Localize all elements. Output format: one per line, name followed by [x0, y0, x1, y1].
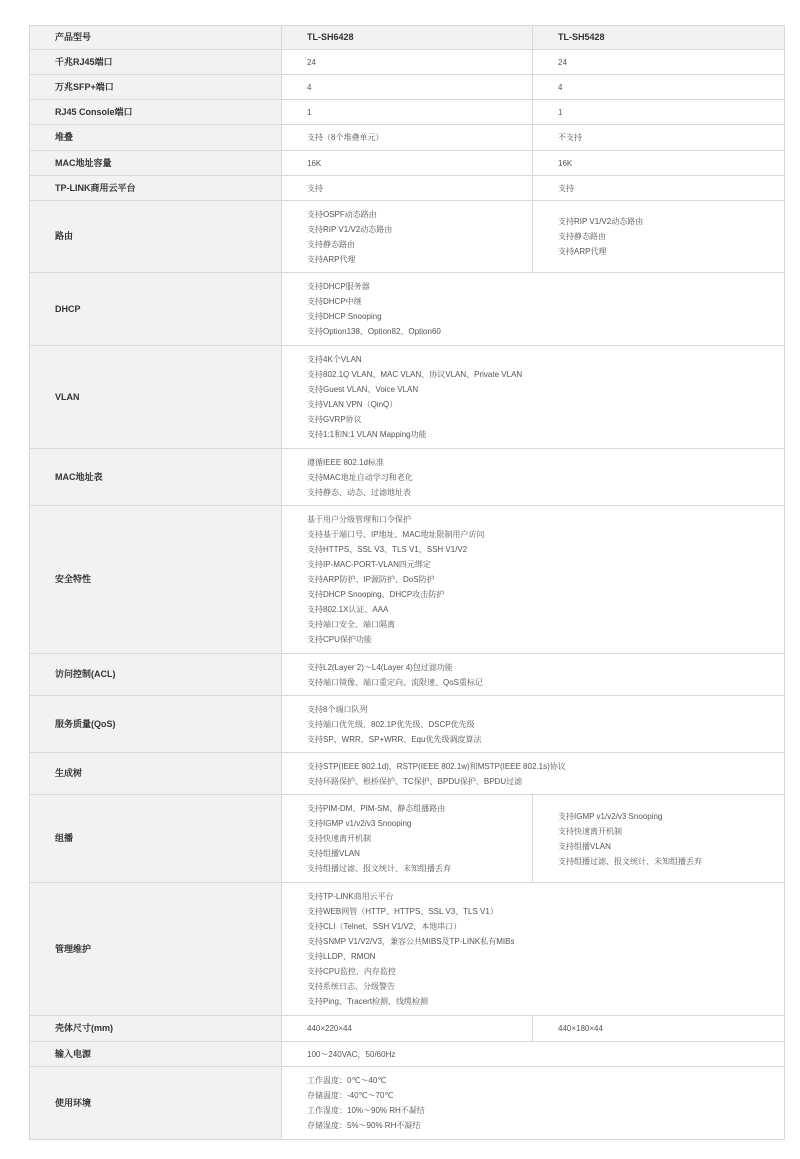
- spec-line: 支持CPU保护功能: [307, 635, 372, 644]
- spec-line: 支持LLDP、RMON: [307, 952, 376, 961]
- spec-line: 支持L2(Layer 2)～L4(Layer 4)包过滤功能: [307, 662, 453, 672]
- value-cell-model-2: [533, 125, 785, 151]
- spec-line: 支持IGMP v1/v2/v3 Snooping: [307, 819, 412, 828]
- spec-line: 4: [307, 82, 312, 92]
- table-row: [30, 1067, 785, 1140]
- spec-line: 支持: [558, 183, 574, 193]
- value-cell-model-1: [282, 100, 533, 125]
- header-model-2-cell: TL-SH5428: [533, 26, 785, 50]
- table-row: [30, 50, 785, 75]
- spec-table: [29, 25, 785, 1140]
- row-label: 千兆RJ45端口: [30, 50, 282, 75]
- row-label: DHCP: [30, 273, 282, 346]
- spec-line: 支持DHCP服务器: [307, 282, 370, 291]
- spec-line: 支持STP(IEEE 802.1d)，RSTP(IEEE 802.1w)和MSTP(IEEE 802.1s)协议: [307, 761, 566, 771]
- spec-line: 支持RIP V1/V2动态路由: [558, 217, 644, 226]
- spec-line: 工作温度：0℃～40℃: [307, 1076, 387, 1085]
- spec-line: 支持1:1和N:1 VLAN Mapping功能: [307, 430, 427, 439]
- table-row: [30, 654, 785, 696]
- spec-line: 支持组播过滤、报文统计、未知组播丢弃: [307, 864, 451, 873]
- spec-line: 支持ARP代理: [307, 254, 356, 264]
- table-row: [30, 125, 785, 151]
- value-cell-shared: [282, 696, 785, 753]
- spec-line: 工作湿度：10%～90% RH不凝结: [307, 1106, 425, 1115]
- spec-line: 支持CPU监控、内存监控: [307, 967, 396, 976]
- row-label: 路由: [30, 201, 282, 273]
- spec-line: 支持ARP防护、IP源防护、DoS防护: [307, 575, 435, 584]
- value-cell-shared: [282, 506, 785, 654]
- value-cell-shared: [282, 449, 785, 506]
- spec-line: 支持DHCP中继: [307, 297, 362, 306]
- value-cell-model-1: [282, 1016, 533, 1042]
- spec-line: 支持快速离开机制: [307, 834, 371, 843]
- value-cell-model-1: [282, 176, 533, 201]
- header-model-1-cell: TL-SH6428: [282, 26, 533, 50]
- table-row: [30, 176, 785, 201]
- spec-line: 遵循IEEE 802.1d标准: [307, 457, 384, 467]
- spec-line: 24: [307, 57, 316, 67]
- table-row: [30, 449, 785, 506]
- row-label: 服务质量(QoS): [30, 696, 282, 753]
- row-label: RJ45 Console端口: [30, 100, 282, 125]
- spec-line: 支持VLAN VPN（QinQ）: [307, 400, 398, 409]
- row-label: 使用环境: [30, 1067, 282, 1140]
- row-label: MAC地址表: [30, 449, 282, 506]
- spec-line: 支持IP-MAC-PORT-VLAN四元绑定: [307, 560, 431, 569]
- spec-line: 16K: [307, 158, 322, 168]
- spec-line: 支持4K个VLAN: [307, 355, 362, 364]
- spec-line: 支持组播VLAN: [558, 841, 611, 851]
- spec-line: 支持HTTPS、SSL V3、TLS V1、SSH V1/V2: [307, 545, 468, 554]
- spec-line: 支持（8个堆叠单元）: [307, 133, 384, 142]
- value-cell-model-2: [533, 176, 785, 201]
- spec-line: 1: [307, 107, 312, 117]
- table-row: [30, 100, 785, 125]
- row-label: MAC地址容量: [30, 151, 282, 176]
- spec-line: 支持IGMP v1/v2/v3 Snooping: [558, 811, 663, 821]
- spec-line: 支持环路保护、根桥保护、TC保护、BPDU保护、BPDU过滤: [307, 776, 523, 786]
- row-label: 堆叠: [30, 125, 282, 151]
- value-cell-model-1: [282, 795, 533, 883]
- value-cell-shared: [282, 1067, 785, 1140]
- spec-line: 支持PIM-DM、PIM-SM、静态组播路由: [307, 804, 446, 813]
- row-label: VLAN: [30, 346, 282, 449]
- spec-line: 存储湿度：5%～90% RH不凝结: [307, 1121, 421, 1130]
- row-label: TP-LINK商用云平台: [30, 176, 282, 201]
- row-label: 访问控制(ACL): [30, 654, 282, 696]
- value-cell-shared: [282, 346, 785, 449]
- spec-line: 支持SNMP V1/V2/V3，兼容公共MIBS及TP-LINK私有MIBs: [307, 937, 515, 946]
- table-row: [30, 696, 785, 753]
- value-cell-model-2: [533, 151, 785, 176]
- spec-line: 支持组播过滤、报文统计、未知组播丢弃: [558, 856, 702, 866]
- header-label-cell: 产品型号: [30, 26, 282, 50]
- value-cell-shared: [282, 273, 785, 346]
- spec-line: 支持: [307, 183, 323, 193]
- table-row: [30, 1016, 785, 1042]
- spec-line: 支持端口镜像、端口重定向、流限速、QoS重标记: [307, 677, 484, 687]
- spec-line: 存储温度：-40℃～70℃: [307, 1091, 394, 1100]
- value-cell-model-1: [282, 151, 533, 176]
- spec-line: 支持TP-LINK商用云平台: [307, 892, 394, 901]
- spec-line: 支持端口安全、端口隔离: [307, 620, 395, 629]
- row-label: 万兆SFP+端口: [30, 75, 282, 100]
- spec-line: 支持静态路由: [558, 232, 606, 241]
- spec-line: 支持8个端口队列: [307, 704, 368, 714]
- value-cell-model-1: [282, 50, 533, 75]
- spec-line: 16K: [558, 158, 573, 168]
- value-cell-model-1: [282, 201, 533, 273]
- value-cell-model-2: [533, 100, 785, 125]
- table-row: [30, 883, 785, 1016]
- table-row: [30, 346, 785, 449]
- value-cell-model-2: [533, 75, 785, 100]
- spec-line: 支持组播VLAN: [307, 849, 360, 858]
- spec-line: 支持端口优先级、802.1P优先级、DSCP优先级: [307, 719, 475, 729]
- spec-line: 支持DHCP Snooping: [307, 312, 382, 321]
- spec-line: 支持802.1Q VLAN、MAC VLAN、协议VLAN、Private VLAN: [307, 370, 523, 379]
- table-row: [30, 795, 785, 883]
- row-label: 组播: [30, 795, 282, 883]
- spec-line: 支持802.1X认证、AAA: [307, 605, 389, 614]
- spec-line: 支持系统日志、分级警告: [307, 982, 395, 991]
- spec-line: 支持CLI（Telnet、SSH V1/V2、本地串口）: [307, 922, 462, 931]
- spec-line: 基于用户分级管理和口令保护: [307, 515, 411, 524]
- value-cell-model-1: [282, 75, 533, 100]
- value-cell-shared: [282, 1042, 785, 1067]
- value-cell-model-2: [533, 201, 785, 273]
- row-label: 输入电源: [30, 1042, 282, 1067]
- spec-line: 440×180×44: [558, 1024, 603, 1033]
- row-label: 安全特性: [30, 506, 282, 654]
- spec-line: 不支持: [558, 133, 582, 142]
- value-cell-model-2: [533, 50, 785, 75]
- value-cell-shared: [282, 753, 785, 795]
- spec-line: 支持Guest VLAN、Voice VLAN: [307, 385, 419, 394]
- spec-line: 支持ARP代理: [558, 247, 607, 256]
- spec-line: 支持Ping、Tracert检测、线缆检测: [307, 997, 429, 1006]
- spec-line: 1: [558, 107, 563, 117]
- spec-line: 4: [558, 82, 563, 92]
- spec-line: 440×220×44: [307, 1024, 352, 1033]
- table-row: [30, 506, 785, 654]
- spec-line: 支持静态、动态、过滤地址表: [307, 487, 411, 497]
- table-row: [30, 753, 785, 795]
- table-row: [30, 1042, 785, 1067]
- table-row: [30, 151, 785, 176]
- spec-line: 支持WEB网管（HTTP、HTTPS、SSL V3、TLS V1）: [307, 907, 498, 916]
- table-row: [30, 201, 785, 273]
- row-label: 壳体尺寸(mm): [30, 1016, 282, 1042]
- spec-line: 24: [558, 57, 567, 67]
- spec-line: 支持SP、WRR、SP+WRR、Equ优先级调度算法: [307, 734, 482, 744]
- value-cell-model-2: [533, 1016, 785, 1042]
- value-cell-model-1: [282, 125, 533, 151]
- spec-line: 支持基于端口号、IP地址、MAC地址限制用户访问: [307, 530, 485, 539]
- value-cell-shared: [282, 654, 785, 696]
- table-row: [30, 75, 785, 100]
- spec-line: 支持Option138、Option82、Option60: [307, 327, 441, 336]
- spec-line: 支持快速离开机制: [558, 826, 622, 836]
- spec-line: 支持静态路由: [307, 239, 355, 249]
- value-cell-model-2: [533, 795, 785, 883]
- spec-line: 支持RIP V1/V2动态路由: [307, 224, 393, 234]
- table-row: [30, 273, 785, 346]
- row-label: 生成树: [30, 753, 282, 795]
- spec-line: 支持GVRP协议: [307, 415, 362, 424]
- spec-line: 支持MAC地址自动学习和老化: [307, 472, 413, 482]
- spec-line: 支持OSPF动态路由: [307, 209, 377, 219]
- table-header-row: [30, 26, 785, 50]
- spec-line: 100～240VAC，50/60Hz: [307, 1049, 396, 1059]
- spec-line: 支持DHCP Snooping、DHCP攻击防护: [307, 590, 445, 599]
- value-cell-shared: [282, 883, 785, 1016]
- row-label: 管理维护: [30, 883, 282, 1016]
